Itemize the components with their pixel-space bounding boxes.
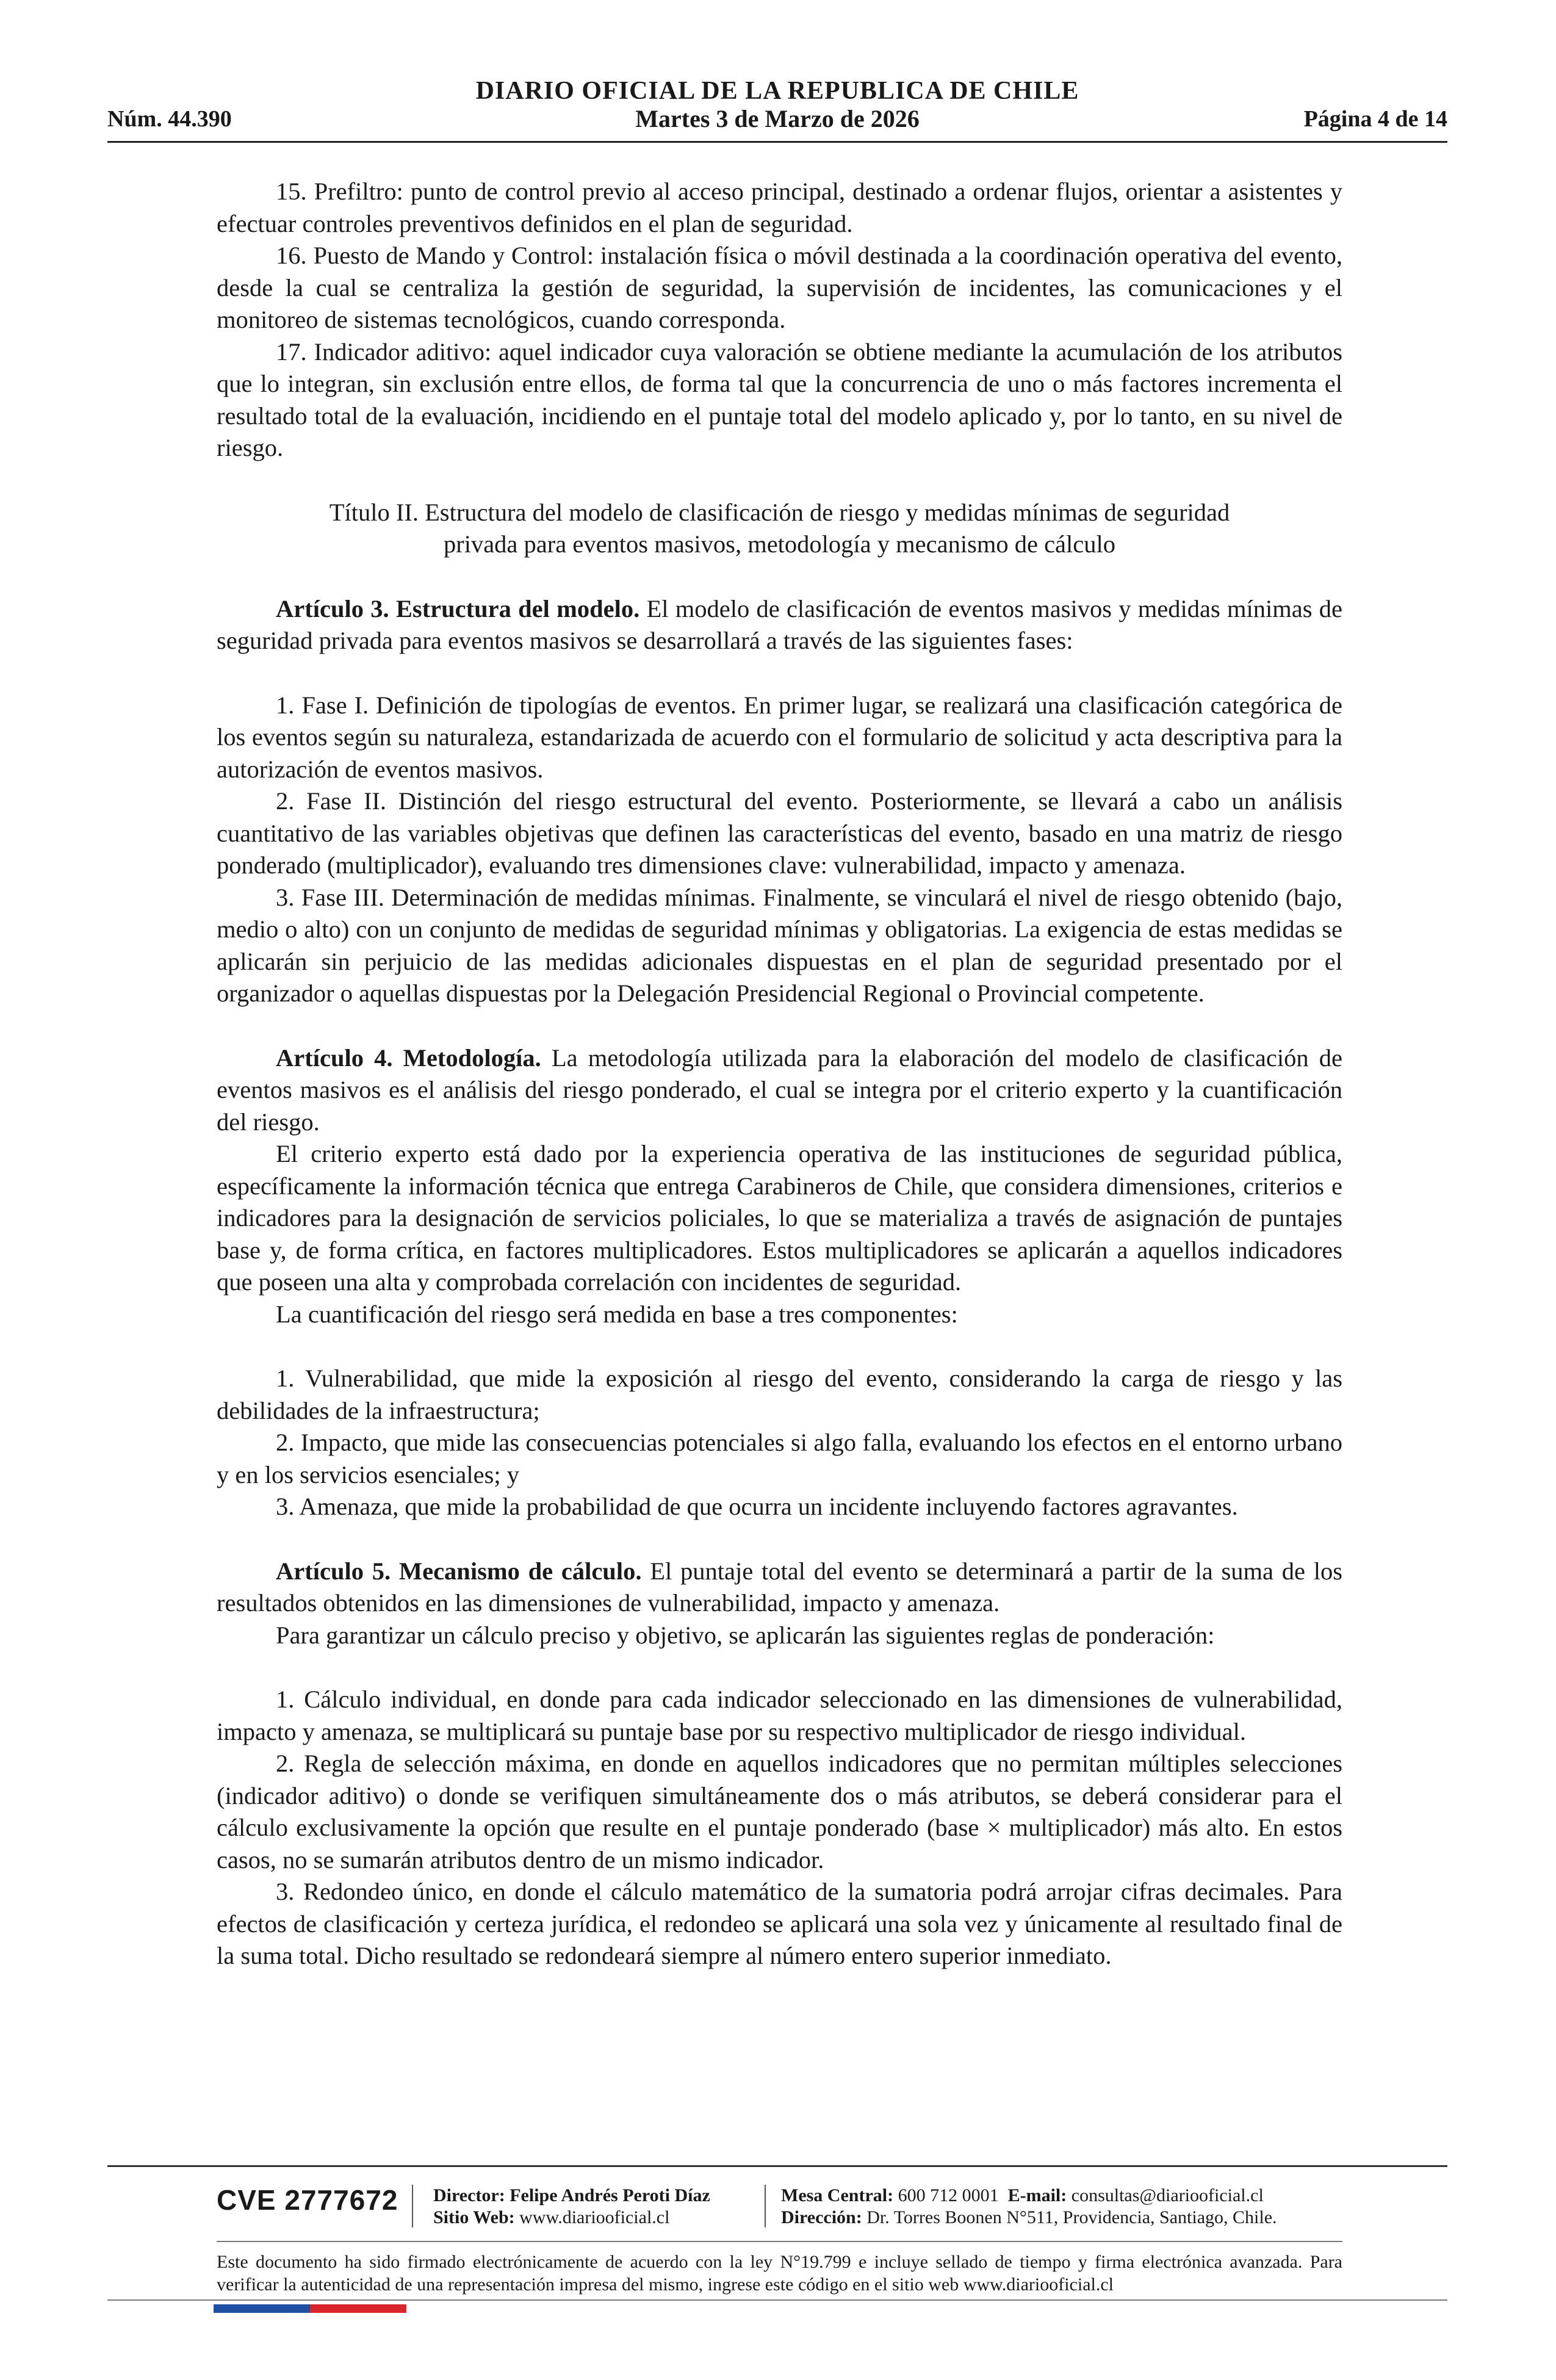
article-5-intro (217, 1556, 1342, 1620)
article-4-component-3: 3. Amenaza, que mide la probabilidad de que ocurra un incidente incluyendo factores agravantes. (276, 1493, 1238, 1520)
article-4-component-2: 2. Impacto, que mide las consecuencias potenciales si algo falla, evaluando los efectos en el entorno urbano y en los servicios esenciales; y (217, 1429, 1342, 1488)
definition-17: 17. Indicador aditivo: aquel indicador cuya valoración se obtiene mediante la acumulación de los atributos que lo integran, sin exclusión entre ellos, de forma tal que la concurrencia de uno o más factores incrementa el resultado total de la evaluación, incidiendo en el puntaje total del modelo aplicado y, por lo tanto, en su nivel de riesgo. (217, 337, 1342, 461)
definition-16: 16. Puesto de Mando y Control: instalación física o móvil destinada a la coordinación operativa del evento, desde la cual se centraliza la gestión de seguridad, la supervisión de incidentes, las comunicaciones y el monitoreo de sistemas tecnológicos, cuando corresponda. (217, 242, 1342, 333)
definition-15: 15. Prefiltro: punto de control previo al acceso principal, destinado a ordenar flujos, orientar a asistentes y efectuar controles preventivos definidos en el plan de seguridad. (217, 178, 1342, 237)
article-4-paragraph-3: La cuantificación del riesgo será medida en base a tres componentes: (276, 1300, 958, 1328)
article-4-paragraph-2: El criterio experto está dado por la experiencia operativa de las instituciones de seguridad pública, específicamente la información técnica que entrega Carabineros de Chile, que considera dimensiones, criterios e indicadores para la designación de servicios policiales, lo que se materializa a través de asignación de puntajes base y, de forma crítica, en factores multiplicadores. Estos multiplicadores se aplicarán a aquellos indicadores que poseen una alta y comprobada correlación con incidentes de seguridad. (217, 1140, 1342, 1296)
footer-divider-middle (217, 2241, 1342, 2242)
article-5-rule-2: 2. Regla de selección máxima, en donde en aquellos indicadores que no permitan múltiples selecciones (indicador aditivo) o donde se verifiquen simultáneamente dos o más atributos, se deberá considerar para el cálculo exclusivamente la opción que resulte en el puntaje ponderado (base × multiplicador) más alto. En estos casos, no se sumarán atributos dentro de un mismo indicador. (217, 1750, 1342, 1873)
address-label: Dirección: (781, 2207, 862, 2227)
article-5-rule-3: 3. Redondeo único, en donde el cálculo matemático de la sumatoria podrá arrojar cifras decimales. Para efectos de clasificación y certeza jurídica, el redondeo se aplicará una sola vez y únicamente al resultado final de la suma total. Dicho resultado se redondeará siempre al número entero superior inmediato. (217, 1878, 1342, 1969)
flag-red-stripe (310, 2304, 406, 2313)
email-link[interactable]: consultas@diariooficial.cl (1071, 2185, 1264, 2205)
website-link[interactable]: www.diariooficial.cl (519, 2207, 670, 2227)
footer-separator (765, 2185, 766, 2227)
title-ii-line-2: privada para eventos masivos, metodología y mecanismo de cálculo (443, 530, 1116, 558)
page-header (107, 76, 1447, 143)
article-3-phase-1: 1. Fase I. Definición de tipologías de eventos. En primer lugar, se realizará una clasificación categórica de los eventos según su naturaleza, estandarizada de acuerdo con el formulario de solicitud y acta descriptiva para la autorización de eventos masivos. (217, 691, 1342, 783)
issue-number: Núm. 44.390 (107, 106, 232, 132)
mesa-central-label: Mesa Central: (781, 2185, 894, 2205)
director-name: Felipe Andrés Peroti Díaz (510, 2185, 710, 2205)
director-label: Director: (433, 2185, 505, 2205)
article-4-heading: Artículo 4. Metodología. (276, 1044, 541, 1072)
article-3-intro (217, 593, 1342, 657)
address-value: Dr. Torres Boonen N°511, Providencia, Santiago, Chile. (866, 2207, 1277, 2227)
header-divider (107, 141, 1447, 143)
article-3-phase-2: 2. Fase II. Distinción del riesgo estructural del evento. Posteriormente, se llevará a cabo un análisis cuantitativo de las variables objetivas que definen las características del evento, basado en una matriz de riesgo ponderado (multiplicador), evaluando tres dimensiones clave: vulnerabilidad, impacto y amenaza. (217, 787, 1342, 879)
article-5-paragraph-2: Para garantizar un cálculo preciso y objetivo, se aplicarán las siguientes reglas de ponderación: (276, 1621, 1215, 1649)
article-3-text: El modelo de clasificación de eventos masivos y medidas mínimas de seguridad privada para eventos masivos se desarrollará a través de las siguientes fases: (217, 594, 1343, 654)
footer-separator (412, 2185, 413, 2227)
document-body (217, 176, 1342, 1972)
publication-date: Martes 3 de Marzo de 2026 (635, 105, 920, 132)
mesa-central-phone: 600 712 0001 (898, 2185, 999, 2205)
article-5-rule-1: 1. Cálculo individual, en donde para cada indicador seleccionado en las dimensiones de vulnerabilidad, impacto y amenaza, se multiplicará su puntaje base por su respectivo multiplicador de riesgo individual. (217, 1686, 1342, 1745)
cve-code: CVE 2777672 (217, 2184, 398, 2216)
footer-contact-block (781, 2185, 1277, 2229)
article-5-heading: Artículo 5. Mecanismo de cálculo. (276, 1557, 642, 1585)
article-5-text: El puntaje total del evento se determinará a partir de la suma de los resultados obtenidos en las dimensiones de vulnerabilidad, impacto y amenaza. (217, 1557, 1342, 1617)
page-indicator: Página 4 de 14 (1303, 106, 1447, 132)
article-4-intro (217, 1042, 1342, 1139)
title-ii-heading (217, 497, 1342, 561)
flag-blue-stripe (214, 2304, 310, 2313)
footer-divider-bottom (107, 2299, 1447, 2301)
footer-divider-top (107, 2165, 1447, 2167)
electronic-signature-notice: Este documento ha sido firmado electrónicamente de acuerdo con la ley N°19.799 e incluye sellado de tiempo y firma electrónica avanzada. Para verificar la autenticidad de una representación impresa del mismo, ingrese este código en el sitio web www.diariooficial.cl (217, 2252, 1342, 2295)
title-ii-line-1: Título II. Estructura del modelo de clasificación de riesgo y medidas mínimas de seguridad (329, 498, 1230, 526)
article-4-component-1: 1. Vulnerabilidad, que mide la exposición al riesgo del evento, considerando la carga de riesgo y las debilidades de la infraestructura; (217, 1365, 1342, 1424)
publication-title: DIARIO OFICIAL DE LA REPUBLICA DE CHILE (475, 77, 1079, 105)
email-label: E-mail: (1007, 2185, 1067, 2205)
website-label: Sitio Web: (433, 2207, 515, 2227)
article-4-text: La metodología utilizada para la elaboración del modelo de clasificación de eventos masivos es el análisis del riesgo ponderado, el cual se integra por el criterio experto y la cuantificación del riesgo. (217, 1044, 1343, 1136)
article-3-phase-3: 3. Fase III. Determinación de medidas mínimas. Finalmente, se vinculará el nivel de riesgo obtenido (bajo, medio o alto) con un conjunto de medidas de seguridad mínimas y obligatorias. La exigencia de estas medidas se aplicarán sin perjuicio de las medidas adicionales dispuestas en el plan de seguridad presentado por el organizador o aquellas dispuestas por la Delegación Presidencial Regional o Provincial competente. (217, 883, 1342, 1007)
article-3-heading: Artículo 3. Estructura del modelo. (276, 594, 640, 622)
flag-color-bar (214, 2304, 406, 2313)
footer-director-block (433, 2185, 710, 2229)
